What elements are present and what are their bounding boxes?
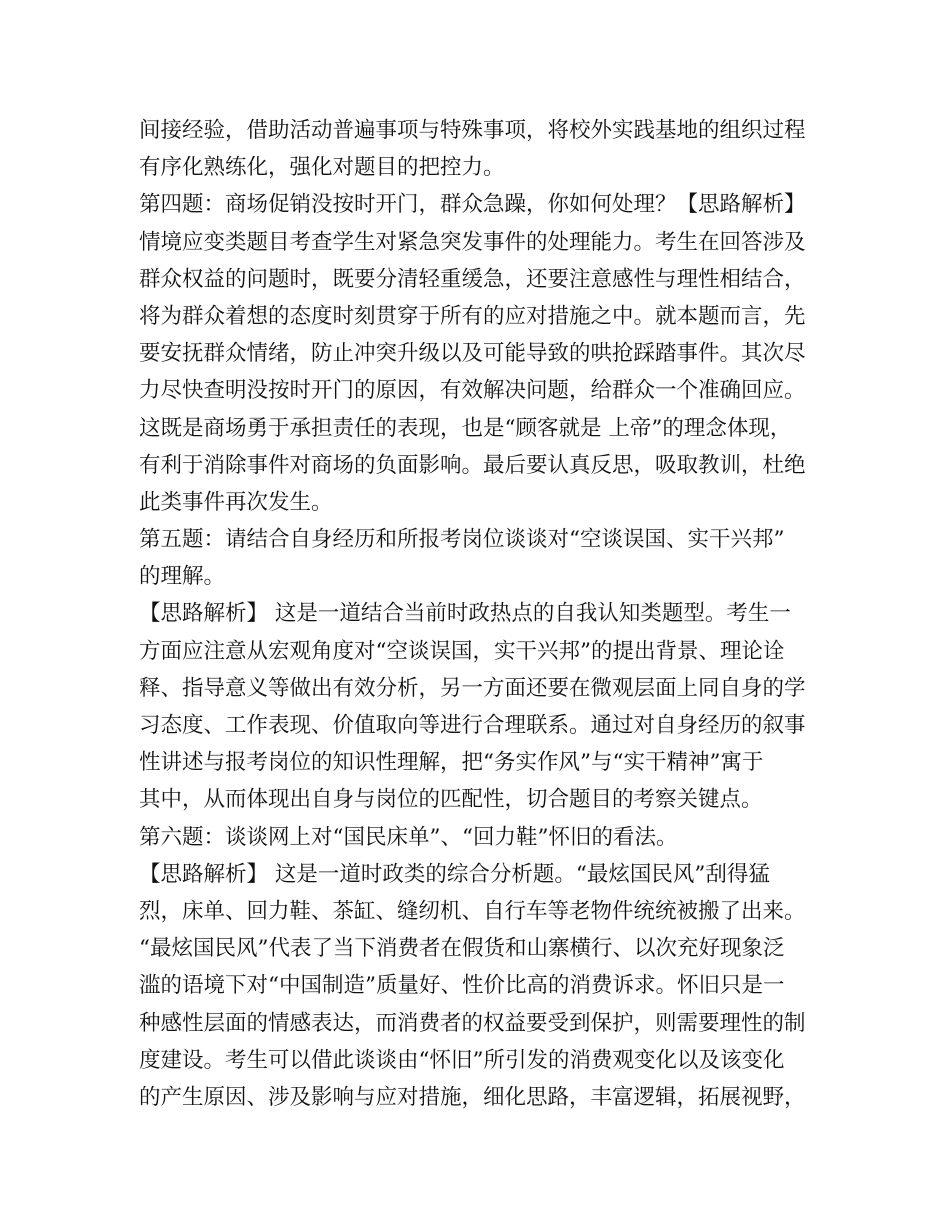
text-line: 滥的语境下对“中国制造”质量好、性价比高的消费诉求。怀旧只是一 — [139, 973, 785, 999]
text-line: 这既是商场勇于承担责任的表现，也是“顾客就是 上帝”的理念体现， — [139, 415, 792, 441]
text-line: 释、指导意义等做出有效分析，另一方面还要在微观层面上同自身的学 — [139, 675, 806, 701]
text-line: 此类事件再次发生。 — [139, 489, 333, 515]
text-line: 的产生原因、涉及影响与应对措施，细化思路，丰富逻辑，拓展视野， — [139, 1084, 806, 1110]
question-five-heading: 第五题：请结合自身经历和所报考岗位谈谈对“空谈误国、实干兴邦” — [139, 527, 785, 553]
text-line: 的理解。 — [139, 564, 226, 590]
analysis-six-line: 【思路解析】 这是一道时政类的综合分析题。“最炫国民风”刮得猛 — [139, 861, 770, 887]
question-four-heading: 第四题：商场促销没按时开门，群众急躁，你如何处理？【思路解析】 — [139, 192, 806, 218]
text-line: 情境应变类题目考查学生对紧急突发事件的处理能力。考生在回答涉及 — [139, 229, 806, 255]
text-line: 习态度、工作表现、价值取向等进行合理联系。通过对自身经历的叙事 — [139, 713, 806, 738]
text-line: 方面应注意从宏观角度对“空谈误国，实干兴邦”的提出背景、理论诠 — [139, 638, 785, 664]
text-line: 其中，从而体现出自身与岗位的匹配性，切合题目的考察关键点。 — [139, 787, 763, 813]
body-text — [139, 112, 819, 1116]
text-line: 烈，床单、回力鞋、茶缸、缝纫机、自行车等老物件统统被搬了出来。 — [139, 898, 806, 924]
text-line: 力尽快查明没按时开门的原因，有效解决问题，给群众一个准确回应。 — [139, 378, 806, 404]
text-line: 有序化熟练化，强化对题目的把控力。 — [139, 155, 505, 181]
question-six-heading: 第六题：谈谈网上对“国民床单”、“回力鞋”怀旧的看法。 — [139, 824, 678, 850]
text-line: 度建设。考生可以借此谈谈由“怀旧”所引发的消费观变化以及该变化 — [139, 1047, 785, 1073]
text-line: 有利于消除事件对商场的负面影响。最后要认真反思，吸取教训，杜绝 — [139, 452, 806, 478]
text-line: 种感性层面的情感表达，而消费者的权益要受到保护，则需要理性的制 — [139, 1010, 806, 1036]
text-line: “最炫国民风”代表了当下消费者在假货和山寨横行、以次充好现象泛 — [139, 936, 785, 962]
text-line: 要安抚群众情绪，防止冲突升级以及可能导致的哄抢踩踏事件。其次尽 — [139, 341, 806, 367]
text-line: 群众权益的问题时，既要分清轻重缓急，还要注意感性与理性相结合， — [139, 266, 806, 292]
text-line: 性讲述与报考岗位的知识性理解，把“务实作风”与“实干精神”寓于 — [139, 750, 764, 776]
text-line: 间接经验，借助活动普遍事项与特殊事项，将校外实践基地的组织过程 — [139, 118, 806, 143]
text-line: 将为群众着想的态度时刻贯穿于所有的应对措施之中。就本题而言，先 — [139, 303, 806, 329]
analysis-five-line: 【思路解析】 这是一道结合当前时政热点的自我认知类题型。考生一 — [139, 601, 791, 627]
